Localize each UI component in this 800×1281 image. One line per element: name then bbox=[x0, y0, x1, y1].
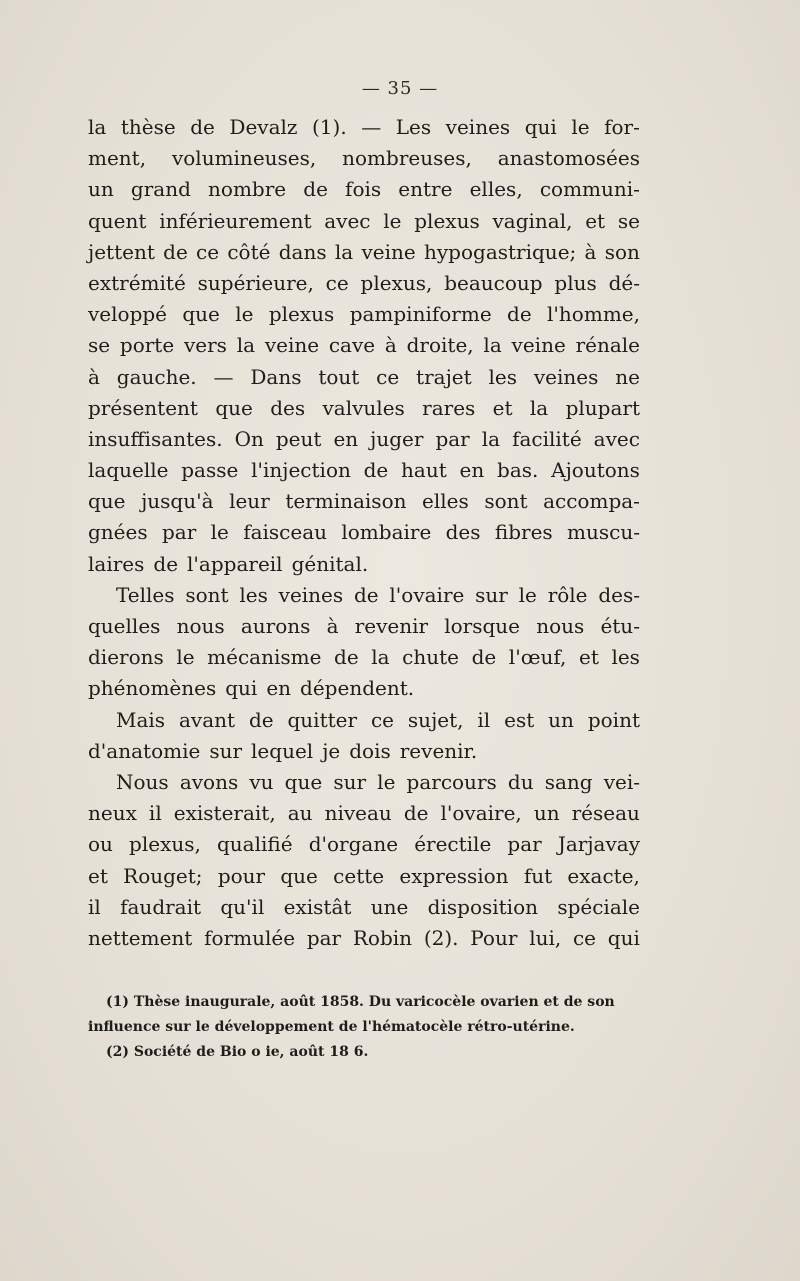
footnote: influence sur le développement de l'hématocèle rétro-utérine. bbox=[88, 1019, 575, 1035]
text-line: Mais avant de quitter ce sujet, il est un point bbox=[116, 707, 640, 732]
footnotes bbox=[88, 990, 648, 1065]
text-line: insuffisantes. On peut en juger par la facilité avec bbox=[88, 426, 640, 451]
text-line: neux il existerait, au niveau de l'ovaire, un réseau bbox=[88, 801, 640, 826]
body-text bbox=[88, 112, 640, 954]
text-line: ou plexus, qualifié d'organe érectile par Jarjavay bbox=[88, 832, 640, 857]
text-line: Telles sont les veines de l'ovaire sur le rôle des- bbox=[116, 582, 640, 607]
text-line: ment, volumineuses, nombreuses, anastomosées bbox=[88, 146, 640, 171]
text-line: laquelle passe l'injection de haut en bas. Ajoutons bbox=[88, 458, 640, 483]
text-line: extrémité supérieure, ce plexus, beaucoup plus dé- bbox=[88, 270, 640, 295]
text-line: à gauche. — Dans tout ce trajet les veines ne bbox=[88, 364, 640, 389]
text-line: Nous avons vu que sur le parcours du sang vei- bbox=[116, 769, 640, 794]
text-line: et Rouget; pour que cette expression fut exacte, bbox=[88, 863, 640, 888]
text-line: gnées par le faisceau lombaire des fibres muscu- bbox=[88, 520, 640, 545]
text-line: quent inférieurement avec le plexus vaginal, et se bbox=[88, 208, 640, 233]
text-line: la thèse de Devalz (1). — Les veines qui le for- bbox=[88, 115, 640, 139]
text-line: nettement formulée par Robin (2). Pour lui, ce qui bbox=[88, 925, 640, 950]
text-line: laires de l'appareil génital. bbox=[88, 551, 369, 576]
text-line: que jusqu'à leur terminaison elles sont accompa- bbox=[88, 489, 640, 514]
footnote: (1) Thèse inaugurale, août 1858. Du varicocèle ovarien et de son bbox=[106, 994, 615, 1010]
text-line: un grand nombre de fois entre elles, communi- bbox=[88, 177, 640, 202]
text-line: se porte vers la veine cave à droite, la veine rénale bbox=[88, 333, 640, 358]
text-line: quelles nous aurons à revenir lorsque nous étu- bbox=[88, 614, 640, 638]
text-line: jettent de ce côté dans la veine hypogastrique; à son bbox=[88, 239, 640, 264]
page-number: — 35 — bbox=[361, 78, 439, 99]
text-line: présentent que des valvules rares et la plupart bbox=[88, 395, 640, 420]
text-line: dierons le mécanisme de la chute de l'œuf, et les bbox=[88, 645, 640, 670]
footnote: (2) Société de Bio o ie, août 18 6. bbox=[106, 1044, 369, 1060]
text-line: phénomènes qui en dépendent. bbox=[88, 676, 415, 701]
text-line: d'anatomie sur lequel je dois revenir. bbox=[88, 738, 478, 763]
text-line: veloppé que le plexus pampiniforme de l'homme, bbox=[88, 302, 640, 327]
text-line: il faudrait qu'il existât une disposition spéciale bbox=[88, 894, 640, 919]
